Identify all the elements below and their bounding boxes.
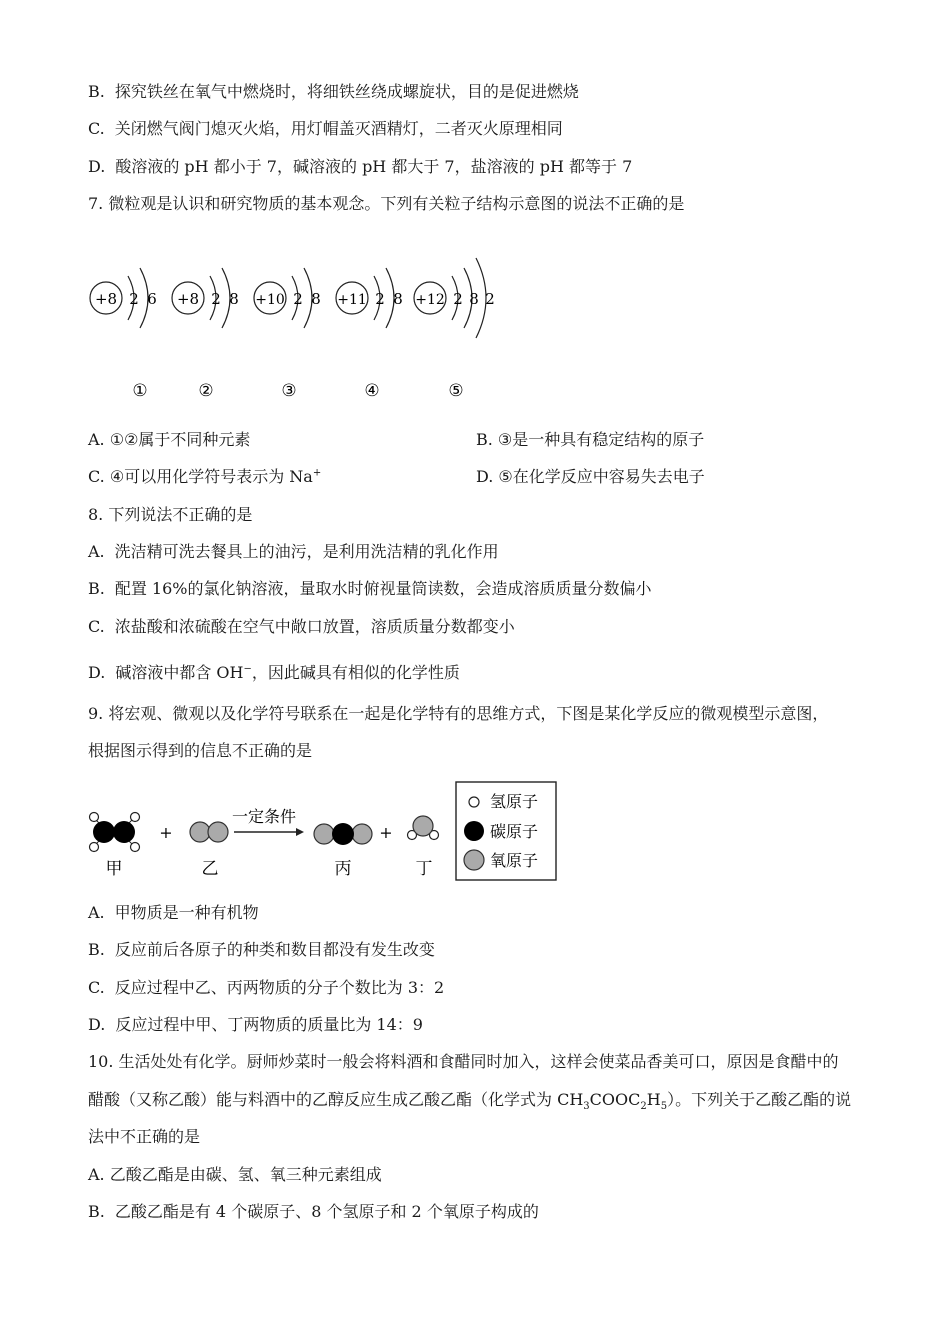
nucleus-charge: +12 (415, 292, 445, 308)
hydrogen-atom (90, 843, 99, 852)
legend-hydrogen-icon (469, 797, 479, 807)
shell-electrons: 8 (393, 290, 403, 308)
option-label: A. (88, 903, 105, 922)
molecule-name: 乙 (201, 859, 219, 879)
option-text: 反应过程中乙、丙两物质的分子个数比为 3：2 (114, 978, 445, 997)
oxygen-atom (413, 816, 433, 836)
legend-oxygen-icon (464, 850, 484, 870)
particle-label: ⑤ (448, 381, 464, 401)
formula-subscript: 5 (660, 1101, 668, 1113)
option-label: C. (88, 119, 105, 138)
q9-option-d (88, 1015, 423, 1035)
hydrogen-atom (90, 813, 99, 822)
formula-subscript: 3 (583, 1101, 590, 1113)
stem-text: ）。下列关于乙酸乙酯的说 (667, 1090, 852, 1109)
formula-subscript: 2 (640, 1101, 647, 1113)
q9-option-c (88, 978, 444, 998)
particle-4 (336, 268, 403, 328)
option-text: 探究铁丝在氧气中燃烧时，将细铁丝绕成螺旋状，目的是促进燃烧 (114, 82, 579, 101)
molecule-name: 丙 (334, 859, 352, 879)
option-text: 洗洁精可洗去餐具上的油污，是利用洗洁精的乳化作用 (114, 542, 499, 561)
q8-option-d (88, 663, 460, 683)
reaction-micro-model-diagram (84, 778, 564, 884)
oxygen-atom (352, 824, 372, 844)
reaction-condition: 一定条件 (231, 807, 297, 826)
option-text: 乙酸乙酯是有 4 个碳原子、8 个氢原子和 2 个氧原子构成的 (114, 1202, 539, 1221)
q10-stem-line-2 (88, 1090, 852, 1113)
shell-electrons: 2 (453, 290, 463, 308)
q9-stem-line-2: 根据图示得到的信息不正确的是 (88, 741, 313, 760)
molecule-jia (90, 813, 140, 852)
particle-label: ③ (281, 381, 297, 401)
option-text: 甲物质是一种有机物 (114, 903, 259, 922)
option-label: D. (88, 663, 106, 682)
q7-option-b: B. ③是一种具有稳定结构的原子 (476, 430, 705, 449)
nucleus-charge: +11 (337, 292, 367, 308)
particle-label: ② (198, 381, 214, 401)
option-text: 配置 16%的氯化钠溶液，量取水时俯视量筒读数，会造成溶质质量分数偏小 (114, 579, 652, 598)
hydrogen-atom (131, 813, 140, 822)
option-label: C. (88, 978, 105, 997)
option-text: 酸溶液的 pH 都小于 7，碱溶液的 pH 都大于 7，盐溶液的 pH 都等于 7 (115, 157, 633, 176)
particle-5 (414, 258, 495, 338)
oxygen-atom (208, 822, 228, 842)
particle-1 (90, 268, 157, 328)
q8-option-a (88, 542, 499, 562)
plus-sign: + (379, 823, 393, 842)
molecule-bing (314, 823, 372, 845)
q7-option-c (88, 467, 321, 487)
q9-option-a (88, 903, 259, 923)
particle-structure-diagrams (84, 232, 514, 408)
shell-electrons: 8 (229, 290, 239, 308)
option-text: 反应前后各原子的种类和数目都没有发生改变 (114, 940, 435, 959)
stem-text: COOC (589, 1090, 641, 1109)
q6-option-c (88, 119, 563, 139)
shell-electrons: 2 (211, 290, 221, 308)
molecule-name: 甲 (105, 859, 123, 879)
particle-2 (172, 268, 239, 328)
particle-3 (254, 268, 321, 328)
shell-electrons: 2 (485, 290, 495, 308)
q6-option-d (88, 157, 632, 177)
charge-superscript: − (243, 663, 252, 675)
carbon-atom (332, 823, 354, 845)
q8-option-b (88, 579, 652, 599)
particle-label: ① (132, 381, 148, 401)
reaction-arrow-head (296, 828, 304, 836)
shell-electrons: 2 (375, 290, 385, 308)
q10-option-b (88, 1202, 539, 1222)
hydrogen-atom (131, 843, 140, 852)
charge-superscript: + (312, 467, 322, 479)
molecule-name: 丁 (415, 859, 433, 879)
option-label: D. (88, 1015, 106, 1034)
option-label: B. (88, 579, 105, 598)
carbon-atom (93, 821, 115, 843)
nucleus-charge: +8 (176, 290, 200, 308)
option-text: 反应过程中甲、丁两物质的质量比为 14：9 (115, 1015, 423, 1034)
legend-carbon-icon (464, 821, 484, 841)
q7-stem: 7. 微粒观是认识和研究物质的基本观念。下列有关粒子结构示意图的说法不正确的是 (88, 194, 685, 213)
q7-option-a: A. ①②属于不同种元素 (88, 430, 251, 449)
q9-stem-line-1: 9. 将宏观、微观以及化学符号联系在一起是化学特有的思维方式，下图是某化学反应的微观模型示意图， (88, 704, 829, 723)
option-text: ，因此碱具有相似的化学性质 (251, 663, 460, 682)
q10-option-a: A. 乙酸乙酯是由碳、氢、氧三种元素组成 (88, 1165, 382, 1184)
option-text: 浓盐酸和浓硫酸在空气中敞口放置，溶质质量分数都变小 (114, 617, 515, 636)
legend-oxygen-label: 氧原子 (490, 851, 539, 870)
shell-electrons: 8 (311, 290, 321, 308)
option-text: 关闭燃气阀门熄灭火焰，用灯帽盖灭酒精灯，二者灭火原理相同 (114, 119, 563, 138)
q9-option-b (88, 940, 435, 960)
molecule-ding (408, 816, 439, 840)
q8-stem: 8. 下列说法不正确的是 (88, 505, 253, 524)
q6-option-b (88, 82, 579, 102)
legend-carbon-label: 碳原子 (490, 822, 539, 841)
shell-electrons: 6 (147, 290, 157, 308)
option-label: C. (88, 617, 105, 636)
option-label: B. (88, 82, 105, 101)
option-text: 碱溶液中都含 OH (115, 663, 244, 682)
nucleus-charge: +8 (94, 290, 118, 308)
shell-electrons: 2 (129, 290, 139, 308)
shell-electrons: 8 (469, 290, 479, 308)
q10-stem-line-1: 10. 生活处处有化学。厨师炒菜时一般会将料酒和食醋同时加入，这样会使菜品香美可口，原因是食醋中的 (88, 1052, 839, 1071)
stem-text: H (646, 1090, 661, 1109)
particle-label: ④ (364, 381, 380, 401)
plus-sign: + (159, 823, 173, 842)
q8-option-c (88, 617, 515, 637)
option-label: A. (88, 542, 105, 561)
molecule-yi (190, 822, 228, 842)
carbon-atom (113, 821, 135, 843)
legend-hydrogen-label: 氢原子 (490, 792, 539, 811)
oxygen-atom (314, 824, 334, 844)
option-label: B. (88, 940, 105, 959)
option-label: D. (88, 157, 106, 176)
oxygen-atom (190, 822, 210, 842)
option-text: C. ④可以用化学符号表示为 Na (88, 467, 313, 486)
q10-stem-line-3: 法中不正确的是 (88, 1127, 201, 1146)
nucleus-charge: +10 (255, 292, 285, 308)
stem-text: 醋酸（又称乙酸）能与料酒中的乙醇反应生成乙酸乙酯（化学式为 CH (88, 1090, 584, 1109)
option-label: B. (88, 1202, 105, 1221)
q7-option-d: D. ⑤在化学反应中容易失去电子 (476, 467, 705, 486)
shell-electrons: 2 (293, 290, 303, 308)
